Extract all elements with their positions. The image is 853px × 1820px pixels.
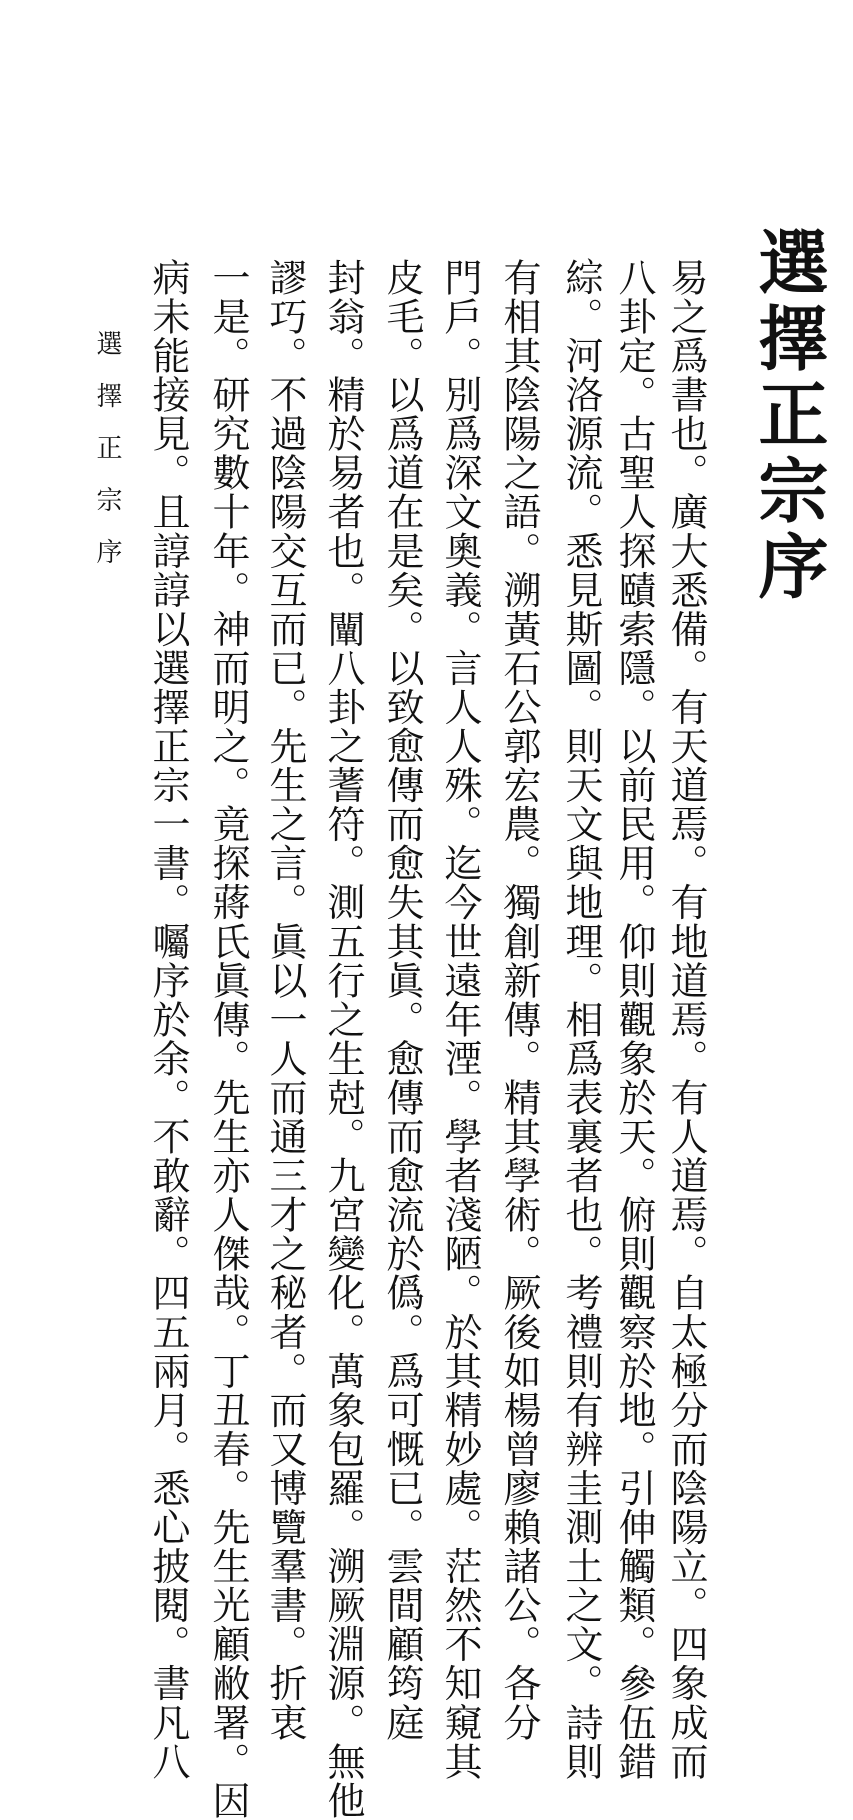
text-column-9: 一是。研究數十年。神而明之。竟探蔣氏眞傳。先生亦人傑哉。丁丑春。先生光顧敝署。因 xyxy=(206,258,250,1820)
text-column-7: 封翁。精於易者也。闡八卦之蓍符。測五行之生尅。九宮變化。萬象包羅。溯厥淵源。無他 xyxy=(321,258,365,1820)
text-column-6: 皮毛。以爲道在是矣。以致愈傳而愈失其眞。愈傳而愈流於僞。爲可慨已。雲間顧筠庭 xyxy=(380,258,424,1742)
text-column-1: 易之爲書也。廣大悉備。有天道焉。有地道焉。有人道焉。自太極分而陰陽立。四象成而 xyxy=(664,258,708,1781)
text-column-10: 病未能接見。且諄諄以選擇正宗一書。囑序於余。不敢辭。四五兩月。悉心披閱。書凡八 xyxy=(146,258,190,1781)
text-column-8: 謬巧。不過陰陽交互而已。先生之言。眞以一人而通三才之秘者。而又博覽羣書。折衷 xyxy=(263,258,307,1742)
text-column-2: 八卦定。古聖人探賾索隱。以前民用。仰則觀象於天。俯則觀察於地。引伸觸類。參伍錯 xyxy=(612,258,656,1781)
text-column-4: 有相其陰陽之語。溯黃石公郭宏農。獨創新傳。精其學術。厥後如楊曾廖賴諸公。各分 xyxy=(497,258,541,1742)
text-column-3: 綜。河洛源流。悉見斯圖。則天文與地理。相爲表裏者也。考禮則有辨圭測土之文。詩則 xyxy=(559,258,603,1781)
running-title: 選擇正宗序 xyxy=(92,330,122,590)
page-title: 選擇正宗序 xyxy=(747,226,830,606)
text-column-5: 門戶。別爲深文奧義。言人人殊。迄今世遠年湮。學者淺陋。於其精妙處。茫然不知窺其 xyxy=(438,258,482,1781)
